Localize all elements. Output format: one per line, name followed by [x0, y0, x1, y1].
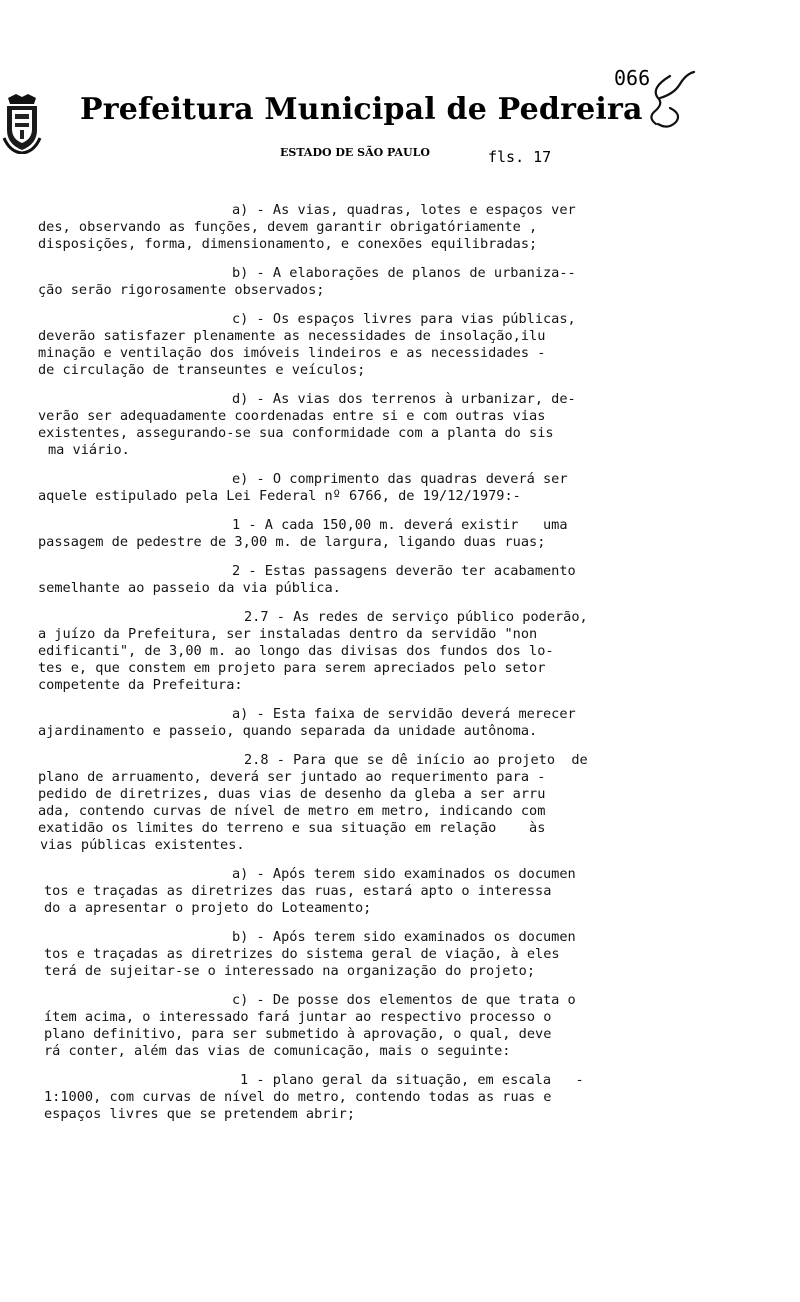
- text-line: b) - A elaborações de planos de urbaniza--: [232, 265, 576, 281]
- text-line: plano definitivo, para ser submetido à aprovação, o qual, deve: [44, 1026, 552, 1042]
- paragraph-planos: [0, 265, 800, 299]
- text-line: pedido de diretrizes, duas vias de desenho da gleba a ser arru: [38, 786, 546, 802]
- text-line: semelhante ao passeio da via pública.: [38, 580, 341, 596]
- text-line: ada, contendo curvas de nível de metro em metro, indicando com: [38, 803, 546, 819]
- text-line: de circulação de transeuntes e veículos;: [38, 362, 366, 378]
- document-body: [0, 202, 800, 1135]
- text-line: a) - Esta faixa de servidão deverá merecer: [232, 706, 576, 722]
- text-line: ajardinamento e passeio, quando separada da unidade autônoma.: [38, 723, 538, 739]
- text-line: 1:1000, com curvas de nível do metro, contendo todas as ruas e: [44, 1089, 552, 1105]
- handwritten-signature: [640, 68, 700, 140]
- text-line: espaços livres que se pretendem abrir;: [44, 1106, 355, 1122]
- paragraph-redes-servico: [0, 609, 800, 694]
- text-line: a) - As vias, quadras, lotes e espaços ver: [232, 202, 576, 218]
- text-line: ma viário.: [48, 442, 130, 458]
- paragraph-vias-quadras: [0, 202, 800, 253]
- text-line: a) - Após terem sido examinados os documen: [232, 866, 576, 882]
- paragraph-plano-geral: [0, 1072, 800, 1123]
- page-number: 066: [614, 66, 651, 90]
- paragraph-faixa-servidao: [0, 706, 800, 740]
- paragraph-arruamento: [0, 752, 800, 854]
- text-line: 2.7 - As redes de serviço público poderão,: [244, 609, 588, 625]
- text-line: competente da Prefeitura:: [38, 677, 243, 693]
- paragraph-acabamento: [0, 563, 800, 597]
- page-title: Prefeitura Municipal de Pedreira: [80, 92, 643, 127]
- text-line: exatidão os limites do terreno e sua situação em relação às: [38, 820, 546, 836]
- text-line: disposições, forma, dimensionamento, e conexões equilibradas;: [38, 236, 538, 252]
- text-line: rá conter, além das vias de comunicação, mais o seguinte:: [44, 1043, 511, 1059]
- text-line: ção serão rigorosamente observados;: [38, 282, 325, 298]
- text-line: d) - As vias dos terrenos à urbanizar, de-: [232, 391, 576, 407]
- text-line: 2.8 - Para que se dê início ao projeto de: [244, 752, 588, 768]
- text-line: tos e traçadas as diretrizes das ruas, estará apto o interessa: [44, 883, 552, 899]
- text-line: vias públicas existentes.: [40, 837, 245, 853]
- text-line: 2 - Estas passagens deverão ter acabamento: [232, 563, 576, 579]
- text-line: 1 - plano geral da situação, em escala -: [240, 1072, 584, 1088]
- paragraph-plano-definitivo: [0, 992, 800, 1060]
- state-subtitle: ESTADO DE SÃO PAULO: [280, 146, 430, 159]
- paragraph-diretrizes-ruas: [0, 866, 800, 917]
- text-line: plano de arruamento, deverá ser juntado ao requerimento para -: [38, 769, 546, 785]
- text-line: des, observando as funções, devem garantir obrigatóriamente ,: [38, 219, 538, 235]
- paragraph-quadras: [0, 471, 800, 505]
- text-line: do a apresentar o projeto do Loteamento;: [44, 900, 372, 916]
- paragraph-passagem: [0, 517, 800, 551]
- text-line: a juízo da Prefeitura, ser instaladas dentro da servidão "non: [38, 626, 538, 642]
- text-line: tes e, que constem em projeto para serem apreciados pelo setor: [38, 660, 546, 676]
- text-line: passagem de pedestre de 3,00 m. de largura, ligando duas ruas;: [38, 534, 546, 550]
- text-line: e) - O comprimento das quadras deverá ser: [232, 471, 568, 487]
- text-line: c) - De posse dos elementos de que trata o: [232, 992, 576, 1008]
- paragraph-sistema-viacao: [0, 929, 800, 980]
- text-line: aquele estipulado pela Lei Federal nº 6766, de 19/12/1979:-: [38, 488, 521, 504]
- text-line: ítem acima, o interessado fará juntar ao respectivo processo o: [44, 1009, 552, 1025]
- paragraph-espacos-livres: [0, 311, 800, 379]
- text-line: edificanti", de 3,00 m. ao longo das divisas dos fundos dos lo-: [38, 643, 554, 659]
- municipal-crest-icon: [2, 92, 42, 154]
- text-line: deverão satisfazer plenamente as necessidades de insolação,ilu: [38, 328, 546, 344]
- text-line: tos e traçadas as diretrizes do sistema geral de viação, à eles: [44, 946, 560, 962]
- text-line: minação e ventilação dos imóveis lindeiros e as necessidades -: [38, 345, 546, 361]
- text-line: existentes, assegurando-se sua conformidade com a planta do sis: [38, 425, 554, 441]
- text-line: verão ser adequadamente coordenadas entre si e com outras vias: [38, 408, 546, 424]
- text-line: terá de sujeitar-se o interessado na organização do projeto;: [44, 963, 536, 979]
- text-line: b) - Após terem sido examinados os documen: [232, 929, 576, 945]
- text-line: c) - Os espaços livres para vias públicas,: [232, 311, 576, 327]
- folio-number: fls. 17: [488, 148, 552, 166]
- text-line: 1 - A cada 150,00 m. deverá existir uma: [232, 517, 568, 533]
- paragraph-vias-terrenos: [0, 391, 800, 459]
